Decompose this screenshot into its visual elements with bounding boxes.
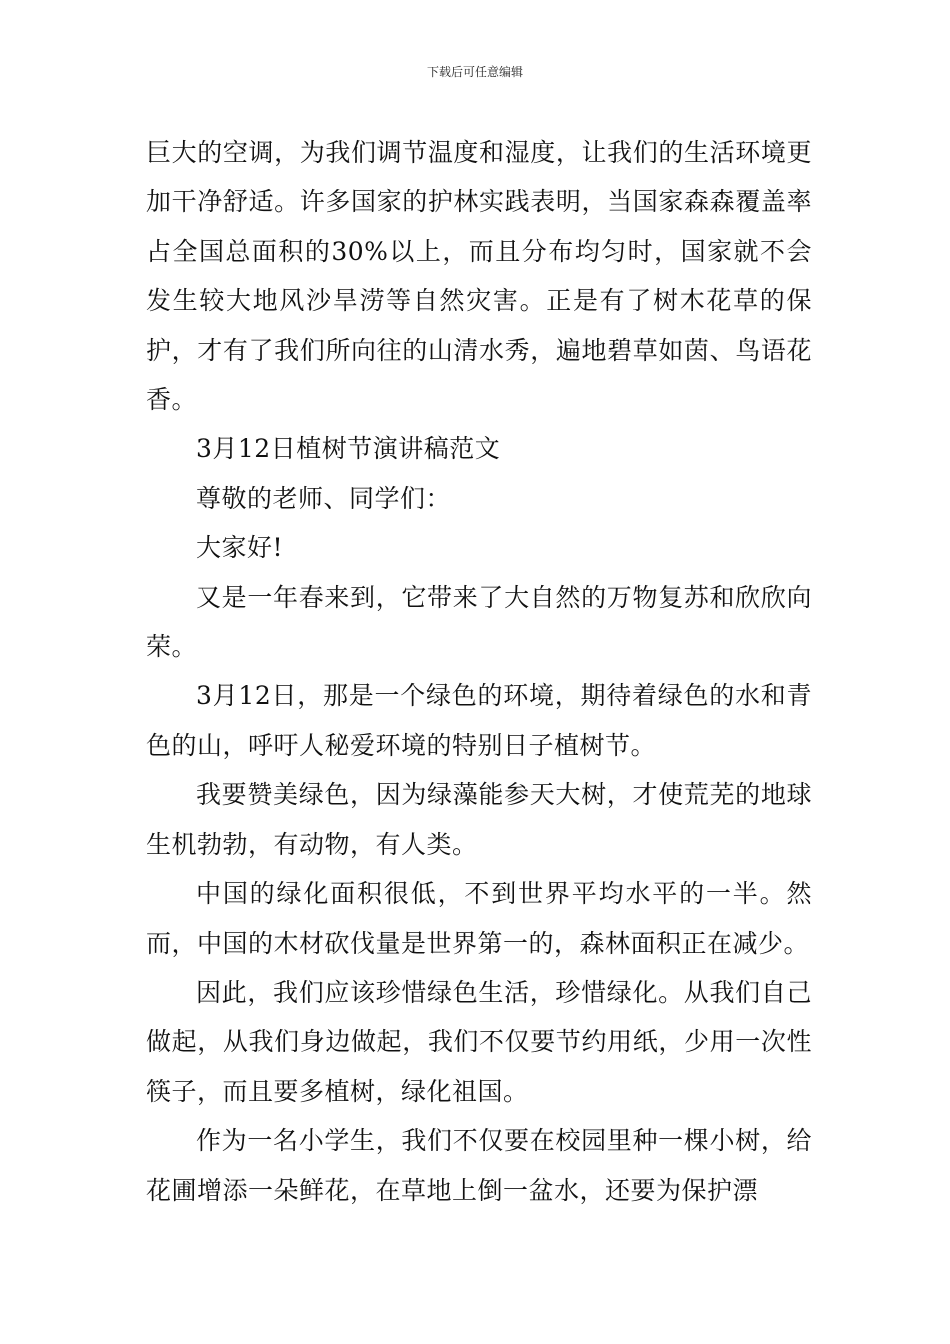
paragraph: 又是一年春来到，它带来了大自然的万物复苏和欣欣向荣。 [146,582,812,662]
speech-title: 3月12日植树节演讲稿范文 [196,434,501,464]
greeting: 大家好! [196,533,284,563]
paragraph: 作为一名小学生，我们不仅要在校园里种一棵小树，给花圃增添一朵鲜花，在草地上倒一盆水，还要为保护漂 [146,1126,812,1205]
page-header: 下载后可任意编辑 [426,65,523,79]
paragraph: 3月12日，那是一个绿色的环境，期待着绿色的水和青色的山，呼吁人秘爱环境的特别日子植树节。 [146,681,812,760]
paragraph: 因此，我们应该珍惜绿色生活，珍惜绿化。从我们自己做起，从我们身边做起，我们不仅要节约用纸，少用一次性筷子，而且要多植树，绿化祖国。 [146,977,812,1106]
salutation: 尊敬的老师、同学们： [196,483,452,513]
paragraph: 我要赞美绿色，因为绿藻能参天大树，才使荒芜的地球生机勃勃，有动物，有人类。 [146,780,812,859]
paragraph: 中国的绿化面积很低，不到世界平均水平的一半。然而，中国的木材砍伐量是世界第一的，森林面积正在减少。 [146,879,812,958]
paragraph-continuation: 巨大的空调，为我们调节温度和湿度，让我们的生活环境更加干净舒适。许多国家的护林实践表明，当国家森森覆盖率占全国总面积的30%以上，而且分布均匀时，国家就不会发生较大地风沙旱涝等自然灾害。正是有了树木花草的保护，才有了我们所向往的山清水秀，遍地碧草如茵、鸟语花香。 [146,138,812,415]
document-body [146,128,812,1215]
